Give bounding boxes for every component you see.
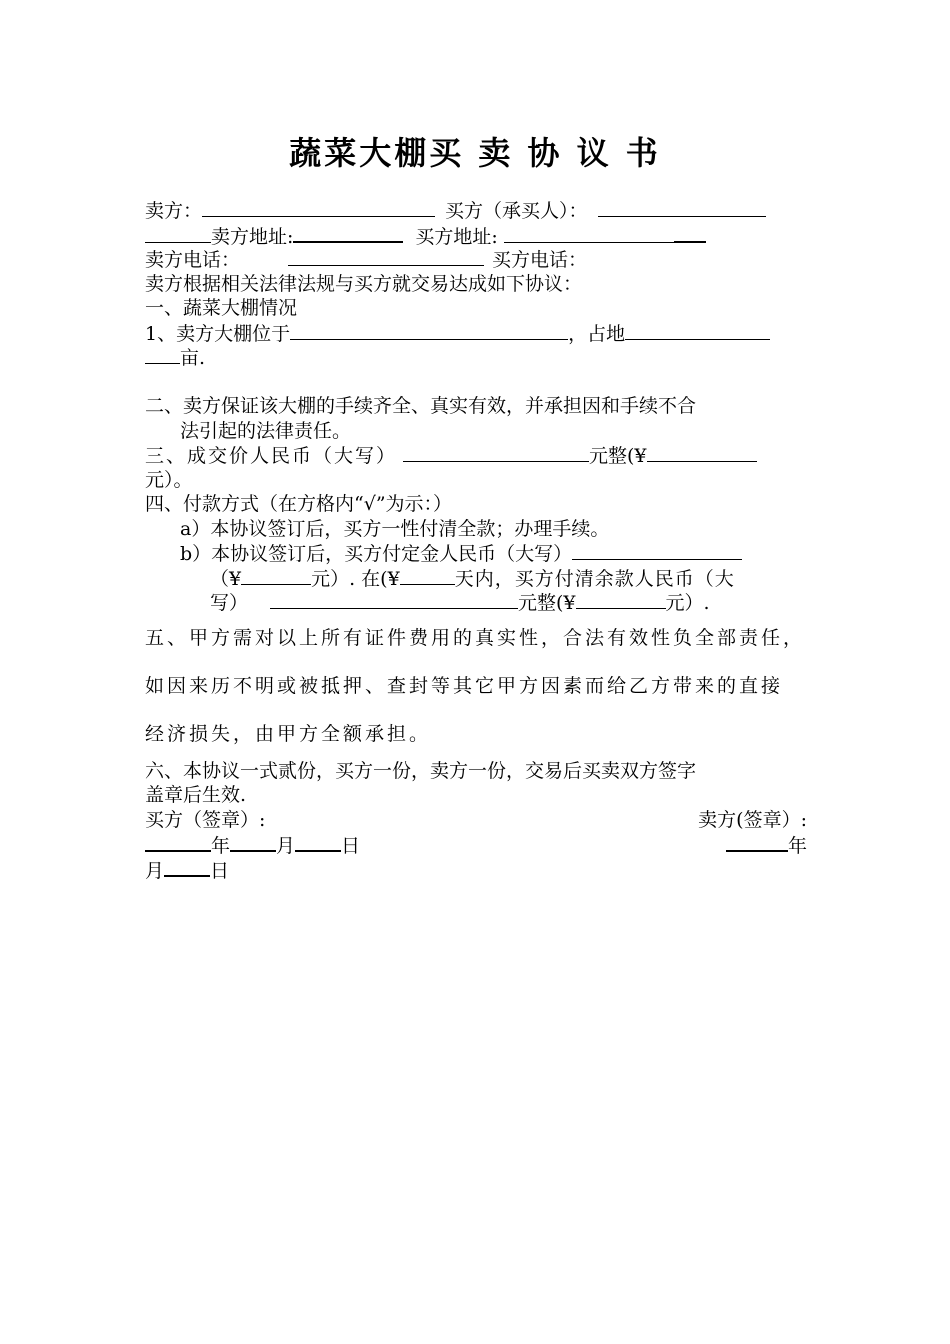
area-blank-cont[interactable] bbox=[145, 345, 180, 364]
section-6-line-1 bbox=[145, 759, 807, 784]
price-words-blank[interactable] bbox=[403, 443, 589, 462]
section-5-line-2 bbox=[145, 663, 807, 711]
section-2-line-2 bbox=[145, 419, 807, 444]
buyer-address-blank-end bbox=[674, 223, 706, 243]
seller-year-blank[interactable] bbox=[726, 832, 788, 852]
payment-option-a[interactable] bbox=[145, 517, 807, 542]
section-5-line-3 bbox=[145, 711, 807, 759]
seller-address-label: 卖方地址: bbox=[211, 225, 294, 248]
date-line bbox=[145, 832, 807, 857]
seller-tel-label: 卖方电话： bbox=[145, 249, 241, 271]
payment-option-b-line-3 bbox=[145, 590, 807, 615]
buyer-address-blank[interactable] bbox=[504, 224, 674, 243]
deposit-words-blank[interactable] bbox=[572, 541, 742, 560]
seller-name-blank[interactable] bbox=[202, 198, 435, 217]
intro-line bbox=[145, 272, 807, 297]
greenhouse-location-blank[interactable] bbox=[290, 321, 568, 340]
signature-line bbox=[145, 808, 807, 833]
option-a-marker: a） bbox=[180, 517, 211, 540]
seller-tel-blank[interactable] bbox=[288, 247, 484, 266]
deposit-yuan-label: 元）. 在(¥ bbox=[311, 567, 400, 590]
section-2-line-1 bbox=[145, 394, 807, 419]
section-5-text-1: 五、甲方需对以上所有证件费用的真实性，合法有效性负全部责任， bbox=[145, 627, 806, 650]
section-6-text-2: 盖章后生效. bbox=[145, 784, 247, 806]
section-2-text-1: 二、卖方保证该大棚的手续齐全、真实有效，并承担因和手续不合 bbox=[145, 395, 697, 417]
buyer-date bbox=[145, 832, 360, 859]
section-5-text-2: 如因来历不明或被抵押、查封等其它甲方因素而给乙方带来的直接 bbox=[145, 675, 784, 698]
buyer-address-label: 买方地址: bbox=[415, 225, 498, 248]
buyer-year-blank[interactable] bbox=[145, 832, 211, 852]
buyer-tel-label: 买方电话： bbox=[492, 249, 588, 271]
option-b-marker: b） bbox=[180, 543, 212, 565]
option-a-text: 本协议签订后，买方一性付清全款；办理手续。 bbox=[210, 517, 610, 540]
area-label: ，占地 bbox=[568, 322, 626, 345]
buyer-day-label: 日 bbox=[341, 835, 361, 857]
balance-yuan-label: 元整(¥ bbox=[518, 592, 576, 614]
deposit-number-blank[interactable] bbox=[241, 566, 311, 585]
buyer-name-blank[interactable] bbox=[598, 198, 766, 217]
deposit-yen-open: （¥ bbox=[210, 567, 242, 590]
seller-date bbox=[726, 832, 807, 859]
seller-label: 卖方： bbox=[145, 200, 203, 222]
balance-words-blank[interactable] bbox=[270, 590, 518, 609]
section-4-heading: 四、付款方式（在方格内“√”为示：） bbox=[145, 493, 453, 515]
buyer-year-label: 年 bbox=[211, 835, 231, 857]
section-2-text-2: 法引起的法律责任。 bbox=[180, 419, 352, 442]
price-yuan-label: 元整(¥ bbox=[589, 445, 647, 467]
section-6-text-1: 六、本协议一式贰份，买方一份，卖方一份，交易后买卖双方签字 bbox=[145, 759, 697, 782]
buyer-month-blank[interactable] bbox=[230, 832, 276, 852]
section-5-text-3: 经济损失，由甲方全额承担。 bbox=[145, 723, 432, 746]
price-end: 元）。 bbox=[145, 468, 193, 491]
seller-month-label: 月 bbox=[145, 859, 165, 882]
parties-line-3 bbox=[145, 247, 807, 272]
seller-year-label: 年 bbox=[787, 835, 807, 857]
date-line-2 bbox=[145, 857, 807, 882]
agreement-body bbox=[145, 198, 807, 881]
buyer-name-blank-cont[interactable] bbox=[145, 224, 211, 243]
buyer-label: 买方（承买人）： bbox=[445, 200, 588, 222]
section-1-heading-line bbox=[145, 296, 807, 321]
area-unit: 亩. bbox=[180, 347, 206, 369]
section-3-line-1 bbox=[145, 443, 807, 468]
section-1-item-line bbox=[145, 321, 807, 346]
balance-label-end: 写） bbox=[210, 592, 249, 614]
section-6-line-2 bbox=[145, 783, 807, 808]
seller-day-label: 日 bbox=[210, 859, 230, 882]
greenhouse-location-label: 1、卖方大棚位于 bbox=[145, 322, 291, 345]
balance-number-blank[interactable] bbox=[576, 590, 666, 609]
section-1-heading: 一、蔬菜大棚情况 bbox=[145, 297, 298, 319]
buyer-month-label: 月 bbox=[276, 835, 296, 857]
balance-end: 元）. bbox=[665, 592, 710, 614]
buyer-signature-label: 买方（签章）: bbox=[145, 808, 266, 831]
days-blank[interactable] bbox=[400, 566, 455, 585]
section-1-item-line-2 bbox=[145, 345, 807, 370]
parties-line-1 bbox=[145, 198, 807, 223]
seller-day-blank[interactable] bbox=[164, 857, 210, 877]
seller-address-blank[interactable] bbox=[293, 223, 403, 243]
intro-text: 卖方根据相关法律法规与买方就交易达成如下协议： bbox=[145, 272, 583, 295]
price-label: 三、成交价人民币（大写） bbox=[145, 445, 398, 467]
seller-signature-label: 卖方(签章）: bbox=[698, 808, 807, 831]
balance-label: 天内，买方付清余款人民币（大 bbox=[454, 567, 735, 590]
section-5-line-1 bbox=[145, 615, 807, 663]
option-b-text: 本协议签订后，买方付定金人民币（大写） bbox=[211, 543, 573, 565]
document-title: 蔬菜大棚买 卖 协 议 书 bbox=[289, 134, 661, 172]
buyer-day-blank[interactable] bbox=[295, 832, 341, 852]
area-blank[interactable] bbox=[625, 321, 770, 340]
section-4-heading-line bbox=[145, 492, 807, 517]
price-number-blank[interactable] bbox=[647, 443, 757, 462]
payment-option-b-line-2 bbox=[145, 566, 807, 591]
section-3-line-2 bbox=[145, 468, 807, 493]
parties-line-2 bbox=[145, 223, 807, 248]
payment-option-b[interactable] bbox=[145, 541, 807, 566]
